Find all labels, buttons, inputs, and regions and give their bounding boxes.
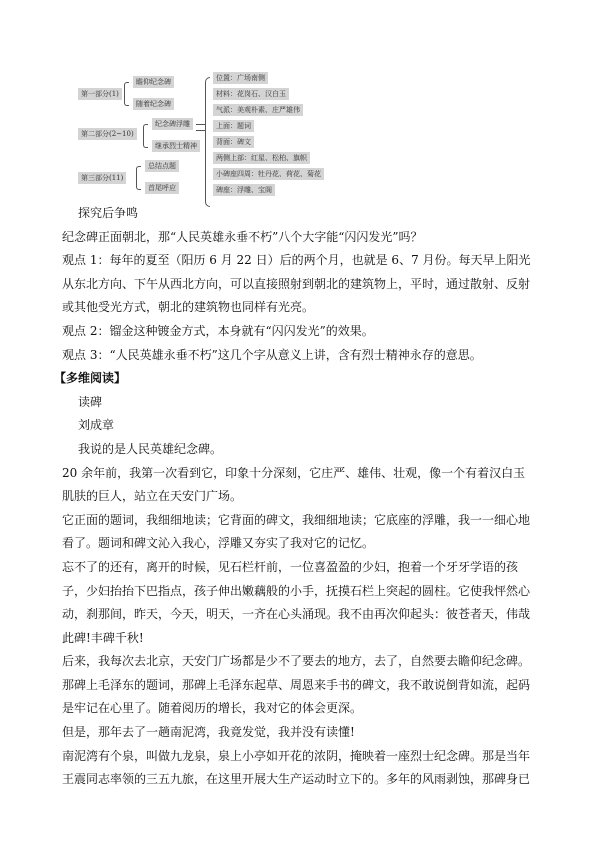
paragraph: 但是，那年去了一趟南泥湾，我竟发觉，我并没有读懂! [62, 725, 355, 740]
diagram-right-item: 两侧上部：红星、松柏、旗帜 [213, 152, 310, 164]
paragraph: 观点 3：“人民英雄永垂不朽”这几个字从意义上讲，含有烈士精神永存的意思。 [62, 347, 482, 362]
paragraph: 它正面的题词，我细细地读；它背面的碑文，我细细地读；它底座的浮雕，我一一细心地看了。题词和碑文沁入我心，浮雕又夯实了我对它的记忆。 [62, 512, 531, 551]
paragraph: 探究后争鸣 [78, 206, 139, 220]
diagram-part-2-branch-2: 继承烈士精神 [152, 140, 200, 152]
paragraph: 观点 1：每年的夏至（阳历 6 月 22 日）后的两个月，也就是 6、7 月份。每天早上阳光从东北方向、下午从西北方向，可以直接照射到朝北的建筑物上，平时，通过散射、反射或其他受光方式，朝北的建筑物也同样有光亮。 [62, 253, 531, 315]
connector [196, 124, 205, 125]
diagram-right-item: 气派：美观朴素、庄严雄伟 [213, 104, 303, 116]
connector [196, 130, 205, 131]
diagram-part-3-branch-1: 总结点题 [145, 160, 179, 172]
paragraph: 观点 2：镏金这种镀金方式，本身就有“闪闪发光”的效果。 [62, 323, 374, 338]
article-author: 刘成章 [78, 418, 115, 433]
diagram-right-item: 碑座：浮雕、宝阁 [213, 184, 275, 196]
article-body [54, 202, 534, 792]
diagram-right-item: 小碑座四周：牡丹花、荷花、菊花 [213, 168, 324, 180]
brace-2 [143, 124, 148, 148]
diagram-part-3-branch-2: 首尾呼应 [145, 182, 179, 194]
diagram-right-item: 位置：广场南侧 [213, 72, 268, 84]
diagram-part-2-branch-1: 纪念碑浮雕 [152, 118, 193, 130]
diagram-part-1-branch-1: 瞻仰纪念碑 [133, 76, 174, 88]
diagram-part-2: 第二部分(2~10) [78, 128, 137, 140]
diagram-part-1-branch-2: 随着纪念碑 [133, 98, 174, 110]
article-title: 读碑 [78, 394, 103, 409]
diagram-right-item: 背面：碑文 [213, 136, 254, 148]
brace-1 [124, 82, 129, 106]
paragraph: 后来，我每次去北京，天安门广场都是少不了要去的地方，去了，自然要去瞻仰纪念碑。那碑上毛泽东的题词，那碑上毛泽东起草、周恩来手书的碑文，我不敢说倒背如流，起码是牢记在心里了。随着阅历的增长，我对它的体会更深。 [62, 654, 531, 716]
brace-3 [136, 166, 141, 190]
diagram-part-1: 第一部分(1) [78, 88, 122, 100]
diagram-part-3: 第三部分(11) [78, 172, 126, 184]
brace-right [205, 77, 210, 207]
section-heading: 【多维阅读】 [54, 371, 127, 386]
paragraph: 纪念碑正面朝北，那“人民英雄永垂不朽”八个大字能“闪闪发光”吗？ [62, 229, 423, 244]
diagram-right-item: 材料：花岗石、汉白玉 [213, 88, 289, 100]
paragraph: 20 余年前，我第一次看到它，印象十分深刻，它庄严、雄伟、壮观，像一个有着汉白玉肌肤的巨人，站立在天安门广场。 [62, 465, 526, 504]
diagram-right-item: 上面：题词 [213, 120, 254, 132]
paragraph: 我说的是人民英雄纪念碑。 [78, 441, 223, 456]
paragraph: 忘不了的还有，离开的时候，见石栏杆前，一位喜盈盈的少妇，抱着一个牙牙学语的孩子，少妇抬抬下巴指点，孩子伸出嫩藕般的小手，抚摸石栏上突起的圆柱。它使我怦然心动，刹那间，昨天，今天，明天，一齐在心头涌现。我不由再次仰起头：彼苍者天，伟哉此碑!丰碑千秋! [62, 559, 531, 645]
paragraph: 南泥湾有个泉，叫做九龙泉，泉上小亭如开花的浓阴，掩映着一座烈士纪念碑。那是当年王震同志率领的三五九旅，在这里开展大生产运动时立下的。多年的风雨剥蚀，那碑身已 [62, 748, 531, 787]
